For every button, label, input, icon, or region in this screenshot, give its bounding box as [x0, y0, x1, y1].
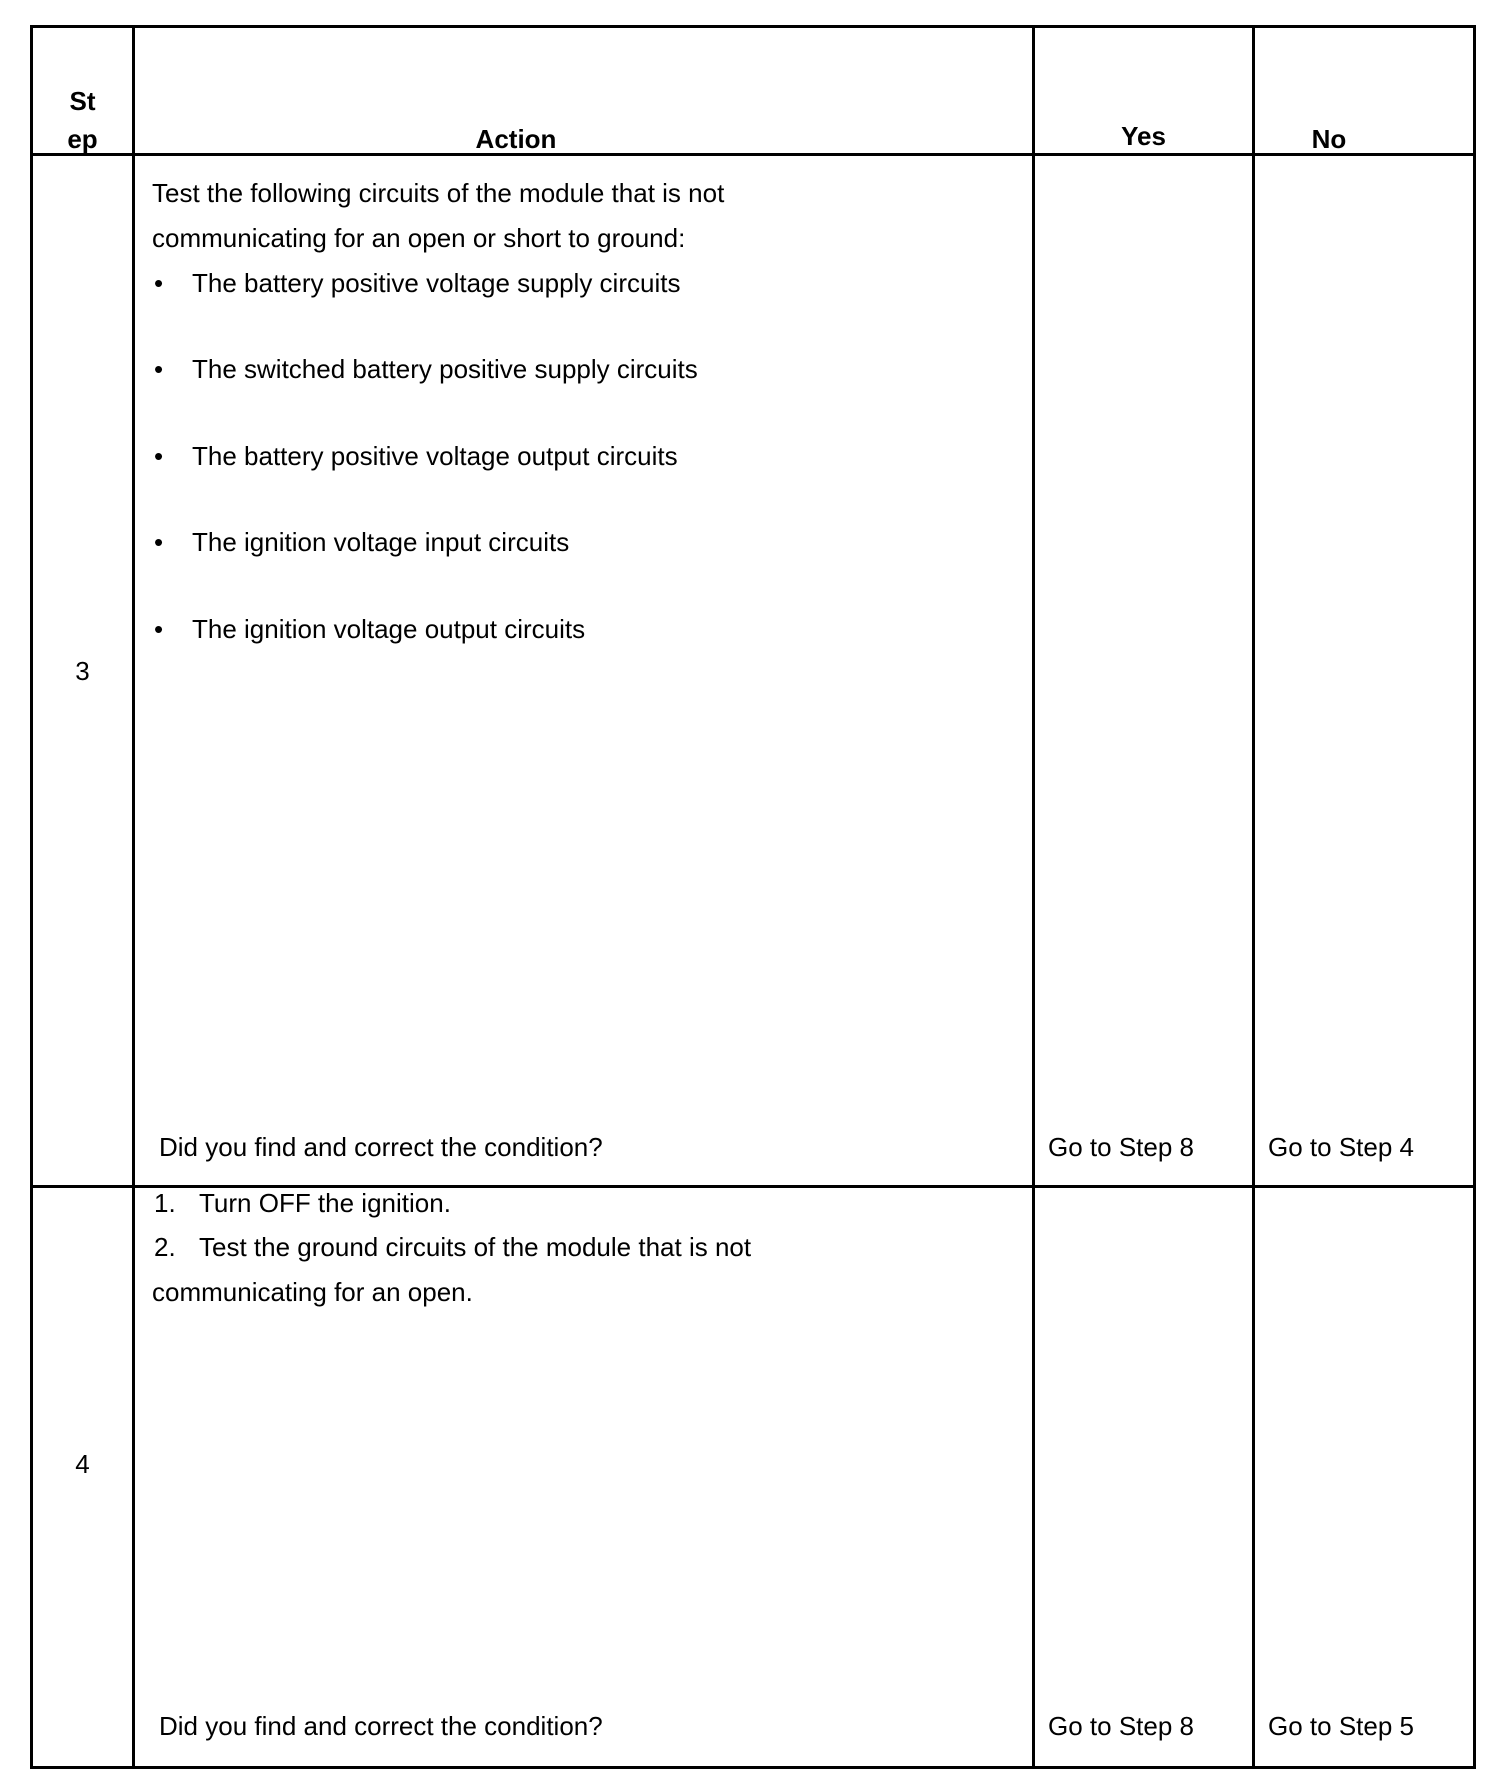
bullet-item: The ignition voltage input circuits	[192, 527, 570, 557]
yes-outcome: Go to Step 8	[1048, 1711, 1194, 1741]
yes-outcome: Go to Step 8	[1048, 1132, 1194, 1162]
bullet-marker: •	[154, 614, 164, 644]
action-continuation: communicating for an open.	[152, 1277, 473, 1307]
bullet-marker: •	[154, 354, 164, 384]
bullet-item: The switched battery positive supply circuits	[192, 354, 698, 384]
bullet-item: The battery positive voltage supply circuits	[192, 268, 681, 298]
header-yes: Yes	[1121, 121, 1166, 151]
column-divider-step	[132, 25, 135, 1769]
table-right-border	[1473, 25, 1476, 1769]
step-number: 3	[75, 656, 90, 686]
bullet-marker: •	[154, 527, 164, 557]
no-outcome: Go to Step 5	[1268, 1711, 1414, 1741]
action-intro-line2: communicating for an open or short to ground:	[152, 223, 686, 253]
table-bottom-border	[30, 1766, 1476, 1769]
column-divider-yes	[1252, 25, 1255, 1769]
numbered-item-marker: 1.	[154, 1188, 176, 1218]
action-intro-line1: Test the following circuits of the module that is not	[152, 178, 725, 208]
bullet-marker: •	[154, 441, 164, 471]
table-left-border	[30, 25, 33, 1769]
step-number: 4	[75, 1449, 90, 1479]
action-question: Did you find and correct the condition?	[159, 1711, 603, 1741]
action-question: Did you find and correct the condition?	[159, 1132, 603, 1162]
numbered-item-marker: 2.	[154, 1232, 176, 1262]
bullet-item: The battery positive voltage output circuits	[192, 441, 678, 471]
numbered-item-text: Turn OFF the ignition.	[199, 1188, 451, 1218]
numbered-item-text: Test the ground circuits of the module that is not	[199, 1232, 752, 1262]
bullet-marker: •	[154, 268, 164, 298]
header-no: No	[1311, 124, 1347, 154]
header-step-line2: ep	[67, 124, 98, 154]
header-step-line1: St	[69, 86, 96, 116]
bullet-item: The ignition voltage output circuits	[192, 614, 586, 644]
table-top-border	[30, 25, 1476, 28]
column-divider-action	[1032, 25, 1035, 1769]
no-outcome: Go to Step 4	[1268, 1132, 1414, 1162]
header-action: Action	[475, 124, 557, 154]
